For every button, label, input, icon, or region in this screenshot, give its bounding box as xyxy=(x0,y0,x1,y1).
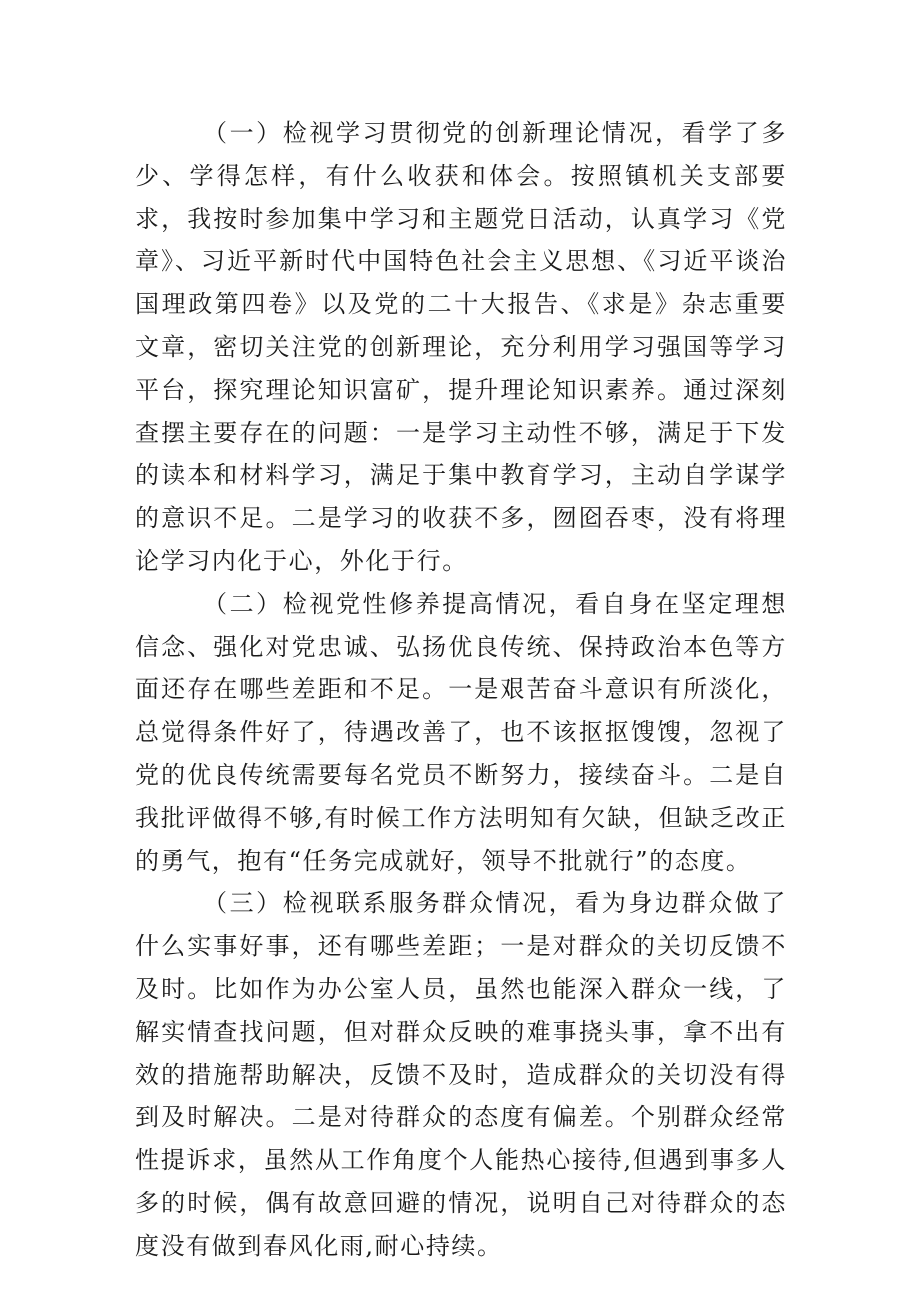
paragraph-3: （三）检视联系服务群众情况，看为身边群众做了什么实事好事，还有哪些差距；一是对群众的关切反馈不及时。比如作为办公室人员，虽然也能深入群众一线，了解实情查找问题，但对群众反映的难事挠头事，拿不出有效的措施帮助解决，反馈不及时，造成群众的关切没有得到及时解决。二是对待群众的态度有偏差。个别群众经常性提诉求，虽然从工作角度个人能热心接待,但遇到事多人多的时候，偶有故意回避的情况，说明自己对待群众的态度没有做到春风化雨,耐心持续。 xyxy=(135,889,787,1260)
document-body xyxy=(135,112,787,1268)
paragraph-1: （一）检视学习贯彻党的创新理论情况，看学了多少、学得怎样，有什么收获和体会。按照镇机关支部要求，我按时参加集中学习和主题党日活动，认真学习《党章》、习近平新时代中国特色社会主义思想、《习近平谈治国理政第四卷》以及党的二十大报告、《求是》杂志重要文章，密切关注党的创新理论，充分利用学习强国等学习平台，探究理论知识富矿，提升理论知识素养。通过深刻查摆主要存在的问题：一是学习主动性不够，满足于下发的读本和材料学习，满足于集中教育学习，主动自学谋学的意识不足。二是学习的收获不多，囫囵吞枣，没有将理论学习内化于心，外化于行。 xyxy=(135,119,787,575)
paragraph-2: （二）检视党性修养提高情况，看自身在坚定理想信念、强化对党忠诚、弘扬优良传统、保持政治本色等方面还存在哪些差距和不足。一是艰苦奋斗意识有所淡化，总觉得条件好了，待遇改善了，也不该抠抠馊馊，忽视了党的优良传统需要每名党员不断努力，接续奋斗。二是自我批评做得不够,有时候工作方法明知有欠缺，但缺乏改正的勇气，抱有“任务完成就好，领导不批就行”的态度。 xyxy=(135,589,787,875)
